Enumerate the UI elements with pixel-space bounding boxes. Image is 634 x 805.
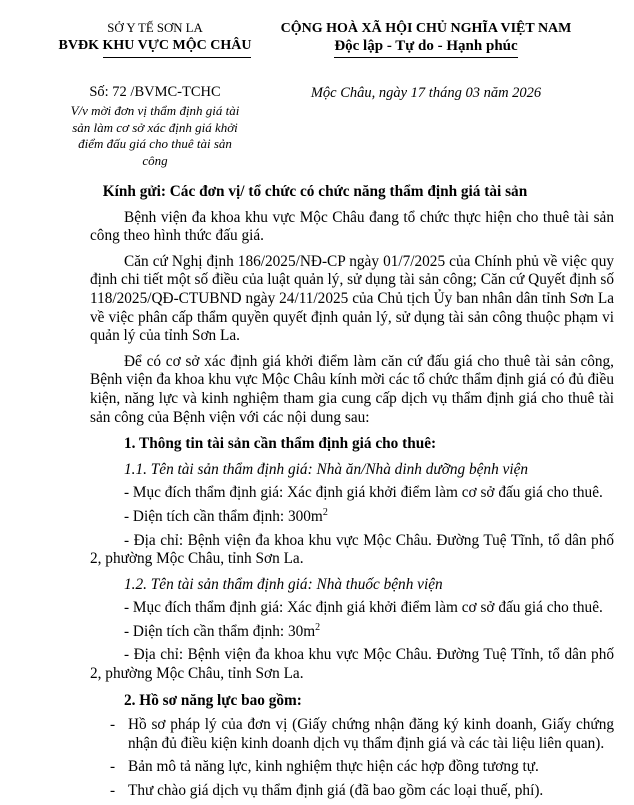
national-motto-text: Độc lập - Tự do - Hạnh phúc bbox=[334, 37, 517, 58]
header-right-column bbox=[276, 20, 576, 102]
issuing-organization-prefix: BVĐK bbox=[58, 38, 103, 53]
asset2-area bbox=[90, 623, 614, 642]
document-header bbox=[0, 20, 634, 169]
header-left-column bbox=[48, 20, 262, 169]
section1-heading: 1. Thông tin tài sản cần thẩm định giá cho thuê: bbox=[124, 435, 437, 453]
asset1-purpose: - Mục đích thẩm định giá: Xác định giá khởi điểm làm cơ sở đấu giá cho thuê. bbox=[124, 484, 603, 502]
salutation: Kính gửi: Các đơn vị/ tổ chức có chức năng thẩm định giá tài sản bbox=[102, 183, 528, 200]
asset1-address: - Địa chỉ: Bệnh viện đa khoa khu vực Mộc Châu. Đường Tuệ Tĩnh, tổ dân phố 2, phường Mộc Châu, tỉnh Sơn La. bbox=[90, 531, 614, 568]
bullet-dash: - bbox=[110, 716, 116, 734]
bullet-dash: - bbox=[110, 782, 116, 800]
asset2-area-text: - Diện tích cần thẩm định: 30m bbox=[124, 622, 316, 640]
asset1-area-text: - Diện tích cần thẩm định: 300m bbox=[124, 507, 323, 525]
paragraph-intro: Bệnh viện đa khoa khu vực Mộc Châu đang tổ chức thực hiện cho thuê tài sản công theo hình thức đấu giá. bbox=[90, 208, 614, 245]
requirement-item bbox=[90, 758, 614, 777]
asset2-area-superscript: 2 bbox=[315, 621, 321, 633]
requirement-item bbox=[90, 716, 614, 753]
asset2-purpose: - Mục đích thẩm định giá: Xác định giá khởi điểm làm cơ sở đấu giá cho thuê. bbox=[124, 599, 603, 617]
document-subject: V/v mời đơn vị thẩm định giá tài sản làm cơ sở xác định giá khởi điểm đấu giá cho thuê tài sản công bbox=[70, 103, 240, 168]
place-and-date: Mộc Châu, ngày 17 tháng 03 năm 2026 bbox=[310, 85, 542, 101]
issuing-organization-underlined: KHU VỰC MỘC CHÂU bbox=[103, 37, 252, 58]
paragraph-legal-basis: Căn cứ Nghị định 186/2025/NĐ-CP ngày 01/7/2025 của Chính phủ về việc quy định chi tiết một số điều của luật quản lý, sử dụng tài sản công; Căn cứ Quyết định số 118/2025/QĐ-CTUBND ngày 24/11/2025 của Chủ tịch Ủy ban nhân dân tỉnh Sơn La về việc phân cấp thẩm quyền quyết định quản lý, sử dụng tài sản công thuộc phạm vi quản lý của tỉnh Sơn La. bbox=[90, 252, 614, 345]
requirement-item bbox=[90, 782, 614, 801]
issuing-organization bbox=[48, 37, 262, 58]
national-motto bbox=[276, 37, 576, 58]
asset1-title: 1.1. Tên tài sản thẩm định giá: Nhà ăn/Nhà dinh dưỡng bệnh viện bbox=[124, 460, 529, 478]
section2-heading: 2. Hồ sơ năng lực bao gồm: bbox=[124, 691, 302, 709]
national-title: CỘNG HOÀ XÃ HỘI CHỦ NGHĨA VIỆT NAM bbox=[280, 21, 572, 36]
asset2-address: - Địa chỉ: Bệnh viện đa khoa khu vực Mộc Châu. Đường Tuệ Tĩnh, tổ dân phố 2, phường Mộc Châu, tỉnh Sơn La. bbox=[90, 646, 614, 683]
asset2-title: 1.2. Tên tài sản thẩm định giá: Nhà thuốc bệnh viện bbox=[124, 575, 443, 593]
asset1-area bbox=[90, 508, 614, 527]
letter-body bbox=[0, 183, 634, 801]
issuing-department: SỞ Y TẾ SƠN LA bbox=[107, 21, 203, 35]
requirement-text: Hồ sơ pháp lý của đơn vị (Giấy chứng nhận đăng ký kinh doanh, Giấy chứng nhận đủ điều kiện kinh doanh dịch vụ thẩm định giá và các tài liệu liên quan). bbox=[128, 716, 614, 752]
asset1-area-superscript: 2 bbox=[322, 506, 328, 518]
document-number: Số: 72 /BVMC-TCHC bbox=[89, 84, 221, 100]
paragraph-invitation: Để có cơ sở xác định giá khởi điểm làm căn cứ đấu giá cho thuê tài sản công, Bệnh viện đa khoa khu vực Mộc Châu kính mời các tổ chức thẩm định giá có đủ điều kiện, năng lực và kinh nghiệm tham gia cung cấp dịch vụ thẩm định giá cho thuê tài sản công của Bệnh viện với các nội dung sau: bbox=[90, 352, 614, 426]
bullet-dash: - bbox=[110, 758, 116, 776]
requirement-text: Bản mô tả năng lực, kinh nghiệm thực hiện các hợp đồng tương tự. bbox=[128, 758, 539, 776]
requirement-text: Thư chào giá dịch vụ thẩm định giá (đã bao gồm các loại thuế, phí). bbox=[128, 782, 544, 800]
